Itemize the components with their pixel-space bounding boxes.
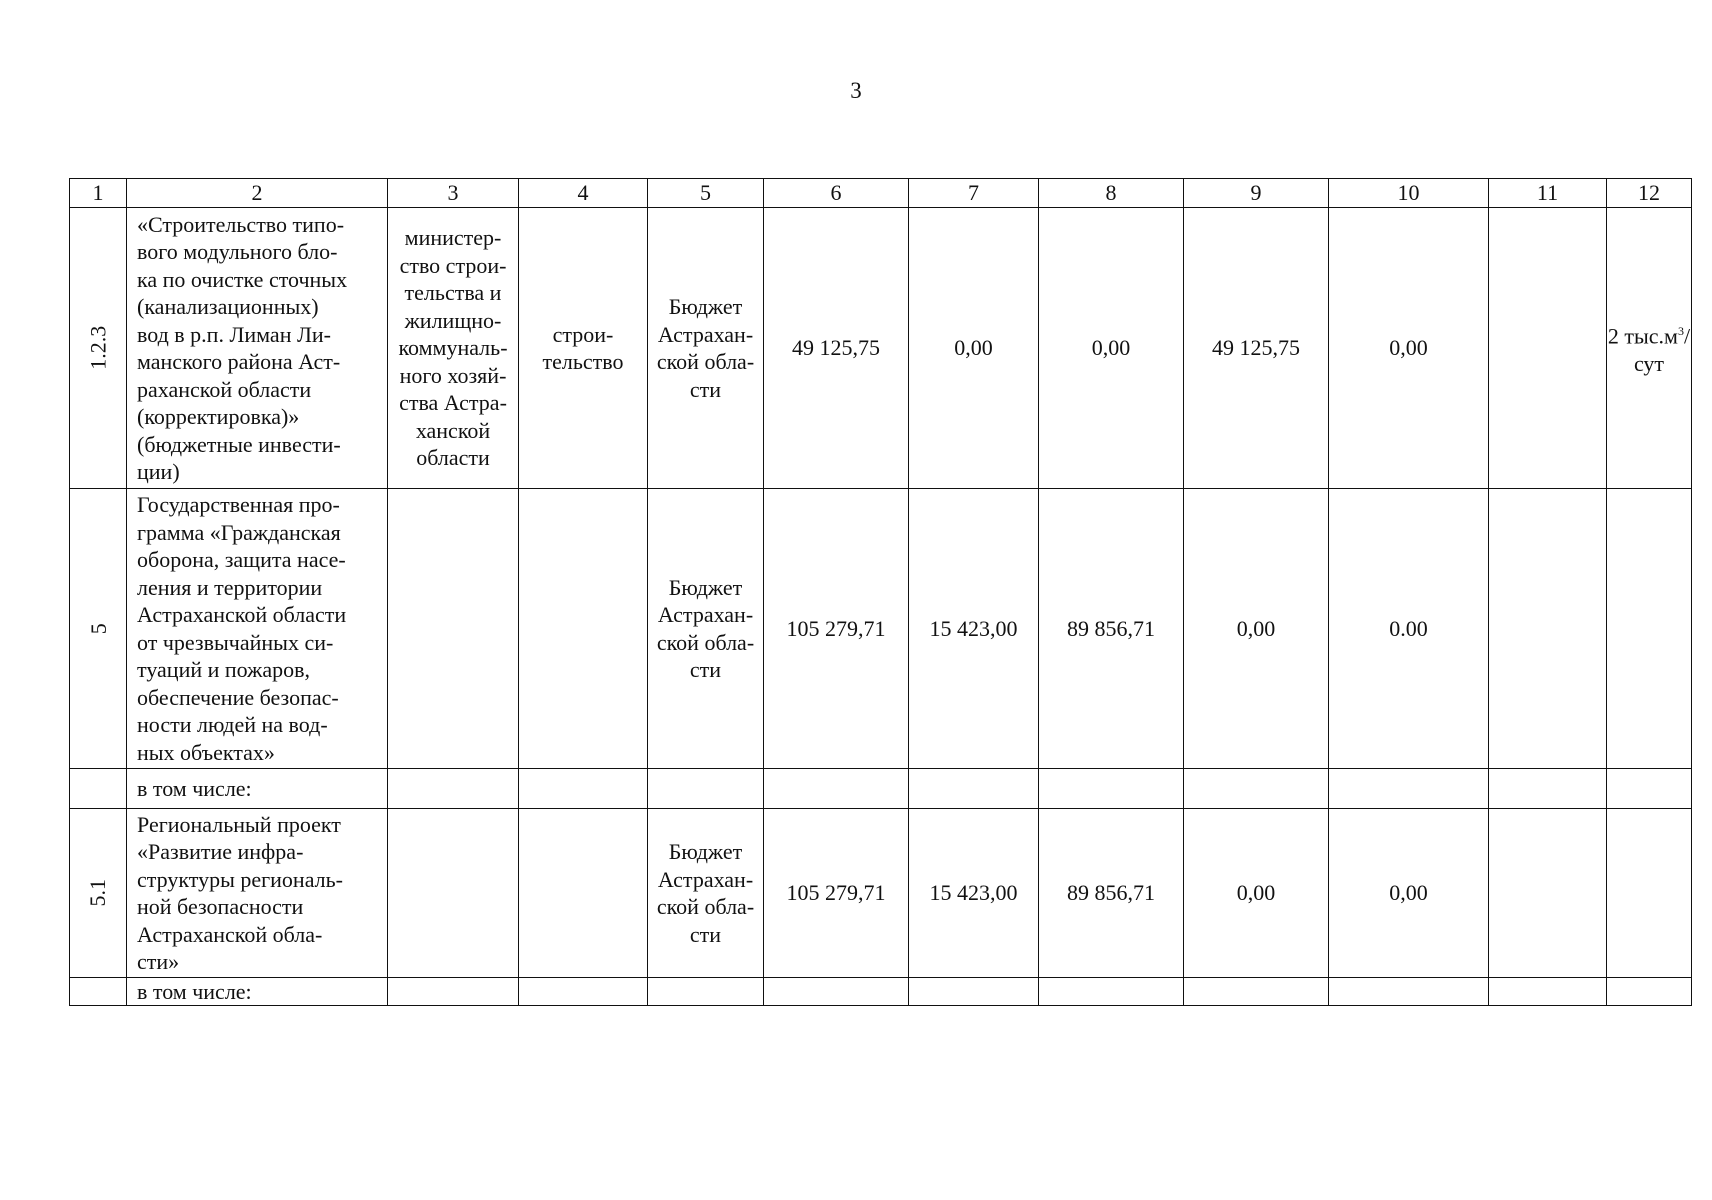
empty-cell-12: [1607, 809, 1692, 978]
column-number: 5: [648, 179, 764, 208]
amount-cell-6: 49 125,75: [764, 208, 909, 489]
column-number: 8: [1039, 179, 1184, 208]
empty-cell-11: [1489, 208, 1607, 489]
empty-cell-11: [1489, 809, 1607, 978]
column-number-row: [70, 179, 1692, 208]
amount-cell-9: 49 125,75: [1184, 208, 1329, 489]
empty-cell: [1607, 769, 1692, 809]
empty-cell: [1489, 769, 1607, 809]
empty-cell: [1329, 978, 1489, 1006]
amount-cell-8: 0,00: [1039, 208, 1184, 489]
column-number: 3: [388, 179, 519, 208]
amount-cell-9: 0,00: [1184, 809, 1329, 978]
item-name: «Строительство типо- вого модульного бло- ка по очистке сточных (канализационных) вод в р.п. Лиман Ли- манского района Аст- раханской области (корректировка)» (бюджетные инвести- ции): [127, 208, 388, 489]
executor-cell: [388, 489, 519, 769]
empty-cell: [1607, 978, 1692, 1006]
capacity-cell: [1607, 208, 1692, 489]
item-name: в том числе:: [127, 978, 388, 1006]
amount-cell-6: 105 279,71: [764, 809, 909, 978]
amount-cell-7: 15 423,00: [909, 809, 1039, 978]
empty-cell: [648, 978, 764, 1006]
row-number-cell: [70, 489, 127, 769]
column-number: 9: [1184, 179, 1329, 208]
amount-cell-10: 0.00: [1329, 489, 1489, 769]
empty-cell-11: [1489, 489, 1607, 769]
item-name: в том числе:: [127, 769, 388, 809]
column-number: 2: [127, 179, 388, 208]
funding-source-cell: Бюджет Астрахан- ской обла- сти: [648, 809, 764, 978]
row-number-cell: [70, 208, 127, 489]
column-number: 4: [519, 179, 648, 208]
funding-source-cell: Бюджет Астрахан- ской обла- сти: [648, 208, 764, 489]
capacity-exponent: 3: [1677, 324, 1684, 339]
empty-cell: [1184, 769, 1329, 809]
activity-cell: [519, 809, 648, 978]
amount-cell-10: 0,00: [1329, 809, 1489, 978]
column-number: 7: [909, 179, 1039, 208]
table-row: [70, 489, 1692, 769]
empty-cell: [519, 978, 648, 1006]
amount-cell-6: 105 279,71: [764, 489, 909, 769]
row-number-cell: [70, 978, 127, 1006]
empty-cell: [764, 978, 909, 1006]
amount-cell-7: 0,00: [909, 208, 1039, 489]
empty-cell: [1039, 769, 1184, 809]
empty-cell: [1039, 978, 1184, 1006]
column-number: 6: [764, 179, 909, 208]
row-number-cell: [70, 809, 127, 978]
empty-cell: [909, 978, 1039, 1006]
activity-cell: строи- тельство: [519, 208, 648, 489]
capacity-value: 2 тыс.м: [1607, 323, 1678, 349]
page-number: 3: [850, 78, 862, 103]
amount-cell-8: 89 856,71: [1039, 809, 1184, 978]
table-row: [70, 769, 1692, 809]
amount-cell-7: 15 423,00: [909, 489, 1039, 769]
item-name: Региональный проект «Развитие инфра- структуры региональ- ной безопасности Астраханской обла- сти»: [127, 809, 388, 978]
row-number-cell: [70, 769, 127, 809]
empty-cell: [1489, 978, 1607, 1006]
empty-cell: [519, 769, 648, 809]
empty-cell-12: [1607, 489, 1692, 769]
empty-cell: [648, 769, 764, 809]
empty-cell: [388, 978, 519, 1006]
capacity-unit: / сут: [1633, 323, 1691, 377]
column-number: 10: [1329, 179, 1489, 208]
activity-cell: [519, 489, 648, 769]
table-row: [70, 978, 1692, 1006]
amount-cell-8: 89 856,71: [1039, 489, 1184, 769]
column-number: 1: [70, 179, 127, 208]
empty-cell: [909, 769, 1039, 809]
table-row: [70, 208, 1692, 489]
column-number: 11: [1489, 179, 1607, 208]
amount-cell-9: 0,00: [1184, 489, 1329, 769]
table-row: [70, 809, 1692, 978]
empty-cell: [764, 769, 909, 809]
empty-cell: [388, 769, 519, 809]
program-table: [69, 178, 1692, 1006]
row-number: 1.2.3: [85, 326, 111, 370]
empty-cell: [1329, 769, 1489, 809]
empty-cell: [1184, 978, 1329, 1006]
row-number: 5.1: [85, 879, 111, 907]
amount-cell-10: 0,00: [1329, 208, 1489, 489]
executor-cell: министер- ство строи- тельства и жилищно- коммуналь- ного хозяй- ства Астра- ханской области: [388, 208, 519, 489]
item-name: Государственная про- грамма «Гражданская оборона, защита насе- ления и территории Астраханской области от чрезвычайных си- туаций и пожаров, обеспечение безопас- ности людей на вод- ных объектах»: [127, 489, 388, 769]
column-number: 12: [1607, 179, 1692, 208]
row-number: 5: [85, 623, 111, 634]
executor-cell: [388, 809, 519, 978]
funding-source-cell: Бюджет Астрахан- ской обла- сти: [648, 489, 764, 769]
